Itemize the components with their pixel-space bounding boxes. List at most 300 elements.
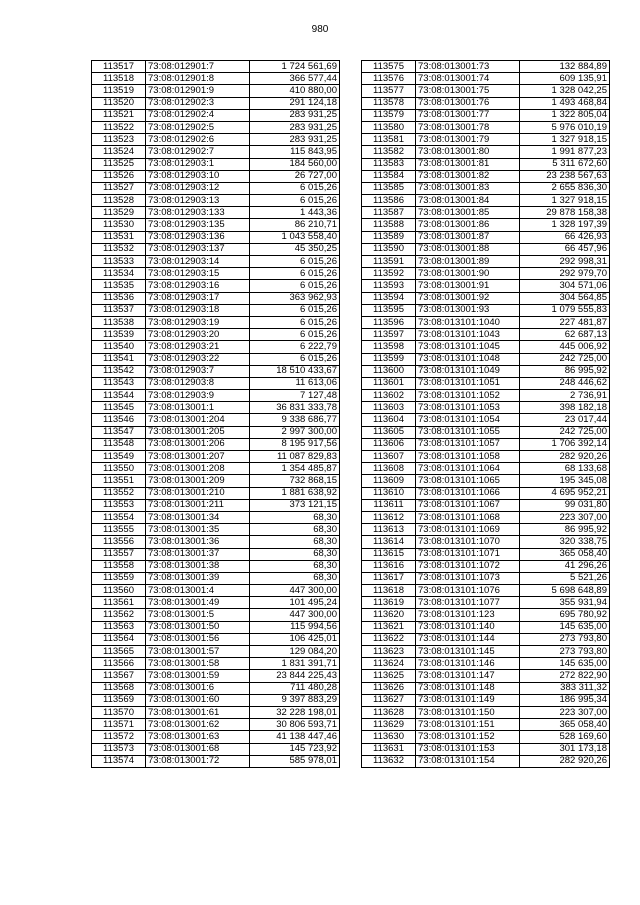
row-number-cell: 113616 <box>362 560 416 572</box>
cadastral-number-cell: 73:08:013101:148 <box>416 682 520 694</box>
row-number-cell: 113549 <box>92 451 146 463</box>
cadastral-number-cell: 73:08:013001:68 <box>146 743 250 755</box>
cadastral-number-cell: 73:08:013101:145 <box>416 646 520 658</box>
row-number-cell: 113631 <box>362 743 416 755</box>
value-cell: 304 571,06 <box>520 280 610 292</box>
row-number-cell: 113536 <box>92 292 146 304</box>
table-row <box>362 390 610 402</box>
value-cell: 363 962,93 <box>250 292 340 304</box>
cadastral-number-cell: 73:08:013101:146 <box>416 658 520 670</box>
cadastral-number-cell: 73:08:013001:59 <box>146 670 250 682</box>
table-row <box>92 682 340 694</box>
table-row <box>362 353 610 365</box>
table-row <box>92 658 340 670</box>
cadastral-number-cell: 73:08:013001:205 <box>146 426 250 438</box>
row-number-cell: 113542 <box>92 365 146 377</box>
value-cell: 68,30 <box>250 511 340 523</box>
cadastral-number-cell: 73:08:013101:1072 <box>416 560 520 572</box>
cadastral-number-cell: 73:08:013101:1049 <box>416 365 520 377</box>
cadastral-number-cell: 73:08:013001:6 <box>146 682 250 694</box>
row-number-cell: 113580 <box>362 121 416 133</box>
row-number-cell: 113568 <box>92 682 146 694</box>
cadastral-number-cell: 73:08:013001:37 <box>146 548 250 560</box>
table-row <box>362 280 610 292</box>
row-number-cell: 113612 <box>362 511 416 523</box>
value-cell: 282 920,26 <box>520 755 610 767</box>
table-row <box>362 609 610 621</box>
value-cell: 383 311,32 <box>520 682 610 694</box>
cadastral-number-cell: 73:08:013001:78 <box>416 121 520 133</box>
value-cell: 2 655 836,30 <box>520 182 610 194</box>
table-row <box>362 292 610 304</box>
row-number-cell: 113556 <box>92 536 146 548</box>
value-cell: 242 725,00 <box>520 426 610 438</box>
cadastral-number-cell: 73:08:013001:57 <box>146 646 250 658</box>
table-row <box>362 170 610 182</box>
cadastral-number-cell: 73:08:013101:1070 <box>416 536 520 548</box>
value-cell: 292 998,31 <box>520 256 610 268</box>
cadastral-number-cell: 73:08:013101:1052 <box>416 390 520 402</box>
table-row <box>362 109 610 121</box>
table-row <box>92 706 340 718</box>
table-row <box>362 329 610 341</box>
table-row <box>92 475 340 487</box>
cadastral-number-cell: 73:08:012903:20 <box>146 329 250 341</box>
cadastral-number-cell: 73:08:012903:10 <box>146 170 250 182</box>
table-row <box>92 560 340 572</box>
table-row <box>92 524 340 536</box>
cadastral-number-cell: 73:08:013101:1051 <box>416 377 520 389</box>
value-cell: 1 831 391,71 <box>250 658 340 670</box>
value-cell: 23 844 225,43 <box>250 670 340 682</box>
row-number-cell: 113589 <box>362 231 416 243</box>
table-row <box>362 633 610 645</box>
row-number-cell: 113555 <box>92 524 146 536</box>
row-number-cell: 113574 <box>92 755 146 767</box>
cadastral-number-cell: 73:08:012903:9 <box>146 390 250 402</box>
table-row <box>92 146 340 158</box>
table-row <box>92 182 340 194</box>
table-row <box>92 134 340 146</box>
cadastral-number-cell: 73:08:013001:1 <box>146 402 250 414</box>
cadastral-number-cell: 73:08:013001:76 <box>416 97 520 109</box>
row-number-cell: 113594 <box>362 292 416 304</box>
table-row <box>92 316 340 328</box>
row-number-cell: 113620 <box>362 609 416 621</box>
value-cell: 6 015,26 <box>250 268 340 280</box>
value-cell: 26 727,00 <box>250 170 340 182</box>
table-row <box>92 548 340 560</box>
row-number-cell: 113601 <box>362 377 416 389</box>
value-cell: 11 087 829,83 <box>250 451 340 463</box>
left-table <box>91 60 340 768</box>
cadastral-number-cell: 73:08:012901:9 <box>146 85 250 97</box>
row-number-cell: 113559 <box>92 572 146 584</box>
cadastral-number-cell: 73:08:013101:150 <box>416 706 520 718</box>
table-row <box>92 463 340 475</box>
value-cell: 1 327 918,15 <box>520 195 610 207</box>
value-cell: 6 015,26 <box>250 353 340 365</box>
value-cell: 242 725,00 <box>520 353 610 365</box>
value-cell: 1 443,36 <box>250 207 340 219</box>
row-number-cell: 113595 <box>362 304 416 316</box>
row-number-cell: 113588 <box>362 219 416 231</box>
table-row <box>92 402 340 414</box>
value-cell: 732 868,15 <box>250 475 340 487</box>
cadastral-number-cell: 73:08:013001:90 <box>416 268 520 280</box>
value-cell: 8 195 917,56 <box>250 438 340 450</box>
row-number-cell: 113607 <box>362 451 416 463</box>
cadastral-number-cell: 73:08:013001:85 <box>416 207 520 219</box>
table-row <box>92 97 340 109</box>
value-cell: 23 238 567,63 <box>520 170 610 182</box>
table-row <box>362 658 610 670</box>
cadastral-number-cell: 73:08:013101:1045 <box>416 341 520 353</box>
value-cell: 9 397 883,29 <box>250 694 340 706</box>
cadastral-number-cell: 73:08:013001:49 <box>146 597 250 609</box>
cadastral-number-cell: 73:08:012901:7 <box>146 61 250 73</box>
row-number-cell: 113551 <box>92 475 146 487</box>
cadastral-number-cell: 73:08:013001:80 <box>416 146 520 158</box>
table-row <box>92 280 340 292</box>
cadastral-number-cell: 73:08:012903:136 <box>146 231 250 243</box>
row-number-cell: 113577 <box>362 85 416 97</box>
row-number-cell: 113618 <box>362 585 416 597</box>
table-row <box>362 85 610 97</box>
value-cell: 115 994,56 <box>250 621 340 633</box>
cadastral-number-cell: 73:08:012903:13 <box>146 195 250 207</box>
table-row <box>362 134 610 146</box>
table-row <box>92 365 340 377</box>
table-row <box>92 170 340 182</box>
value-cell: 445 006,92 <box>520 341 610 353</box>
table-row <box>362 73 610 85</box>
value-cell: 5 698 648,89 <box>520 585 610 597</box>
row-number-cell: 113582 <box>362 146 416 158</box>
value-cell: 585 978,01 <box>250 755 340 767</box>
value-cell: 145 723,92 <box>250 743 340 755</box>
cadastral-number-cell: 73:08:012903:18 <box>146 304 250 316</box>
table-row <box>92 195 340 207</box>
row-number-cell: 113608 <box>362 463 416 475</box>
row-number-cell: 113624 <box>362 658 416 670</box>
cadastral-number-cell: 73:08:013101:1057 <box>416 438 520 450</box>
table-row <box>92 231 340 243</box>
table-row <box>362 97 610 109</box>
cadastral-number-cell: 73:08:012903:16 <box>146 280 250 292</box>
table-row <box>362 146 610 158</box>
table-row <box>362 755 610 767</box>
row-number-cell: 113626 <box>362 682 416 694</box>
table-row <box>362 158 610 170</box>
value-cell: 711 480,28 <box>250 682 340 694</box>
table-row <box>92 219 340 231</box>
value-cell: 68,30 <box>250 524 340 536</box>
cadastral-number-cell: 73:08:013101:1040 <box>416 316 520 328</box>
value-cell: 373 121,15 <box>250 499 340 511</box>
row-number-cell: 113523 <box>92 134 146 146</box>
cadastral-number-cell: 73:08:013001:92 <box>416 292 520 304</box>
row-number-cell: 113575 <box>362 61 416 73</box>
cadastral-number-cell: 73:08:013001:50 <box>146 621 250 633</box>
cadastral-number-cell: 73:08:012903:7 <box>146 365 250 377</box>
value-cell: 30 806 593,71 <box>250 719 340 731</box>
row-number-cell: 113630 <box>362 731 416 743</box>
cadastral-number-cell: 73:08:013001:91 <box>416 280 520 292</box>
cadastral-number-cell: 73:08:013101:1054 <box>416 414 520 426</box>
row-number-cell: 113560 <box>92 585 146 597</box>
value-cell: 9 338 686,77 <box>250 414 340 426</box>
value-cell: 1 328 197,39 <box>520 219 610 231</box>
cadastral-number-cell: 73:08:013001:4 <box>146 585 250 597</box>
row-number-cell: 113521 <box>92 109 146 121</box>
table-row <box>92 499 340 511</box>
value-cell: 6 015,26 <box>250 304 340 316</box>
value-cell: 272 822,90 <box>520 670 610 682</box>
value-cell: 304 564,85 <box>520 292 610 304</box>
cadastral-number-cell: 73:08:013101:1071 <box>416 548 520 560</box>
table-row <box>362 682 610 694</box>
cadastral-number-cell: 73:08:012903:8 <box>146 377 250 389</box>
table-row <box>362 731 610 743</box>
row-number-cell: 113554 <box>92 511 146 523</box>
cadastral-number-cell: 73:08:013101:1067 <box>416 499 520 511</box>
table-row <box>362 597 610 609</box>
value-cell: 68,30 <box>250 548 340 560</box>
cadastral-number-cell: 73:08:013001:62 <box>146 719 250 731</box>
row-number-cell: 113605 <box>362 426 416 438</box>
value-cell: 5 521,26 <box>520 572 610 584</box>
value-cell: 1 043 558,40 <box>250 231 340 243</box>
row-number-cell: 113538 <box>92 316 146 328</box>
cadastral-number-cell: 73:08:013001:56 <box>146 633 250 645</box>
table-row <box>92 207 340 219</box>
value-cell: 609 135,91 <box>520 73 610 85</box>
cadastral-number-cell: 73:08:013101:1073 <box>416 572 520 584</box>
table-row <box>362 61 610 73</box>
value-cell: 227 481,87 <box>520 316 610 328</box>
table-row <box>92 61 340 73</box>
cadastral-number-cell: 73:08:013001:206 <box>146 438 250 450</box>
cadastral-number-cell: 73:08:013101:1065 <box>416 475 520 487</box>
table-row <box>362 438 610 450</box>
table-row <box>92 390 340 402</box>
cadastral-number-cell: 73:08:013001:88 <box>416 243 520 255</box>
cadastral-number-cell: 73:08:013001:79 <box>416 134 520 146</box>
row-number-cell: 113572 <box>92 731 146 743</box>
table-row <box>362 560 610 572</box>
row-number-cell: 113566 <box>92 658 146 670</box>
cadastral-number-cell: 73:08:012903:22 <box>146 353 250 365</box>
value-cell: 223 307,00 <box>520 706 610 718</box>
row-number-cell: 113571 <box>92 719 146 731</box>
cadastral-number-cell: 73:08:012903:137 <box>146 243 250 255</box>
table-row <box>362 121 610 133</box>
value-cell: 145 635,00 <box>520 658 610 670</box>
cadastral-number-cell: 73:08:013001:89 <box>416 256 520 268</box>
row-number-cell: 113547 <box>92 426 146 438</box>
row-number-cell: 113627 <box>362 694 416 706</box>
row-number-cell: 113622 <box>362 633 416 645</box>
table-row <box>92 121 340 133</box>
cadastral-number-cell: 73:08:012902:3 <box>146 97 250 109</box>
table-row <box>362 231 610 243</box>
cadastral-number-cell: 73:08:013101:140 <box>416 621 520 633</box>
table-row <box>362 524 610 536</box>
row-number-cell: 113602 <box>362 390 416 402</box>
value-cell: 1 354 485,87 <box>250 463 340 475</box>
page-number: 980 <box>311 24 329 35</box>
cadastral-number-cell: 73:08:013001:204 <box>146 414 250 426</box>
value-cell: 45 350,25 <box>250 243 340 255</box>
row-number-cell: 113576 <box>362 73 416 85</box>
cadastral-number-cell: 73:08:013101:154 <box>416 755 520 767</box>
row-number-cell: 113562 <box>92 609 146 621</box>
table-row <box>92 292 340 304</box>
table-row <box>362 414 610 426</box>
value-cell: 2 997 300,00 <box>250 426 340 438</box>
cadastral-number-cell: 73:08:013001:63 <box>146 731 250 743</box>
row-number-cell: 113628 <box>362 706 416 718</box>
cadastral-number-cell: 73:08:013101:153 <box>416 743 520 755</box>
value-cell: 365 058,40 <box>520 719 610 731</box>
value-cell: 62 687,13 <box>520 329 610 341</box>
cadastral-number-cell: 73:08:013101:152 <box>416 731 520 743</box>
cadastral-number-cell: 73:08:013101:147 <box>416 670 520 682</box>
table-row <box>92 536 340 548</box>
table-row <box>92 731 340 743</box>
row-number-cell: 113598 <box>362 341 416 353</box>
row-number-cell: 113615 <box>362 548 416 560</box>
table-row <box>92 426 340 438</box>
row-number-cell: 113535 <box>92 280 146 292</box>
table-row <box>92 341 340 353</box>
value-cell: 32 228 198,01 <box>250 706 340 718</box>
cadastral-number-cell: 73:08:013101:144 <box>416 633 520 645</box>
value-cell: 1 881 638,92 <box>250 487 340 499</box>
table-row <box>92 755 340 767</box>
value-cell: 528 169,60 <box>520 731 610 743</box>
value-cell: 101 495,24 <box>250 597 340 609</box>
value-cell: 1 724 561,69 <box>250 61 340 73</box>
left-table-body <box>92 61 340 768</box>
row-number-cell: 113564 <box>92 633 146 645</box>
row-number-cell: 113530 <box>92 219 146 231</box>
row-number-cell: 113519 <box>92 85 146 97</box>
table-row <box>92 451 340 463</box>
table-row <box>362 402 610 414</box>
row-number-cell: 113528 <box>92 195 146 207</box>
cadastral-number-cell: 73:08:013001:35 <box>146 524 250 536</box>
value-cell: 99 031,80 <box>520 499 610 511</box>
table-row <box>92 609 340 621</box>
cadastral-number-cell: 73:08:013001:81 <box>416 158 520 170</box>
value-cell: 129 084,20 <box>250 646 340 658</box>
table-row <box>362 475 610 487</box>
row-number-cell: 113541 <box>92 353 146 365</box>
value-cell: 273 793,80 <box>520 633 610 645</box>
row-number-cell: 113561 <box>92 597 146 609</box>
table-row <box>92 353 340 365</box>
cadastral-number-cell: 73:08:012903:14 <box>146 256 250 268</box>
table-row <box>362 463 610 475</box>
table-row <box>92 256 340 268</box>
value-cell: 292 979,70 <box>520 268 610 280</box>
cadastral-number-cell: 73:08:013101:1064 <box>416 463 520 475</box>
value-cell: 301 173,18 <box>520 743 610 755</box>
row-number-cell: 113592 <box>362 268 416 280</box>
value-cell: 283 931,25 <box>250 109 340 121</box>
table-row <box>362 451 610 463</box>
value-cell: 66 426,93 <box>520 231 610 243</box>
table-row <box>362 719 610 731</box>
table-row <box>362 426 610 438</box>
cadastral-number-cell: 73:08:013001:75 <box>416 85 520 97</box>
value-cell: 355 931,94 <box>520 597 610 609</box>
row-number-cell: 113544 <box>92 390 146 402</box>
table-row <box>362 706 610 718</box>
value-cell: 41 138 447,46 <box>250 731 340 743</box>
cadastral-number-cell: 73:08:012903:17 <box>146 292 250 304</box>
table-row <box>362 646 610 658</box>
cadastral-number-cell: 73:08:013001:5 <box>146 609 250 621</box>
row-number-cell: 113553 <box>92 499 146 511</box>
value-cell: 1 991 877,23 <box>520 146 610 158</box>
row-number-cell: 113552 <box>92 487 146 499</box>
value-cell: 68,30 <box>250 560 340 572</box>
row-number-cell: 113579 <box>362 109 416 121</box>
table-row <box>92 304 340 316</box>
value-cell: 132 884,89 <box>520 61 610 73</box>
value-cell: 86 995,92 <box>520 524 610 536</box>
cadastral-number-cell: 73:08:012902:5 <box>146 121 250 133</box>
cadastral-number-cell: 73:08:012903:1 <box>146 158 250 170</box>
row-number-cell: 113548 <box>92 438 146 450</box>
row-number-cell: 113565 <box>92 646 146 658</box>
table-row <box>92 585 340 597</box>
row-number-cell: 113585 <box>362 182 416 194</box>
cadastral-number-cell: 73:08:013101:151 <box>416 719 520 731</box>
right-table <box>361 60 610 768</box>
value-cell: 115 843,95 <box>250 146 340 158</box>
row-number-cell: 113526 <box>92 170 146 182</box>
row-number-cell: 113609 <box>362 475 416 487</box>
value-cell: 283 931,25 <box>250 121 340 133</box>
value-cell: 18 510 433,67 <box>250 365 340 377</box>
cadastral-number-cell: 73:08:012901:8 <box>146 73 250 85</box>
row-number-cell: 113606 <box>362 438 416 450</box>
row-number-cell: 113520 <box>92 97 146 109</box>
value-cell: 695 780,92 <box>520 609 610 621</box>
cadastral-number-cell: 73:08:013101:1068 <box>416 511 520 523</box>
table-row <box>362 621 610 633</box>
row-number-cell: 113625 <box>362 670 416 682</box>
row-number-cell: 113563 <box>92 621 146 633</box>
value-cell: 4 695 952,21 <box>520 487 610 499</box>
row-number-cell: 113534 <box>92 268 146 280</box>
cadastral-number-cell: 73:08:013101:1043 <box>416 329 520 341</box>
cadastral-number-cell: 73:08:013101:1048 <box>416 353 520 365</box>
value-cell: 1 322 805,04 <box>520 109 610 121</box>
row-number-cell: 113597 <box>362 329 416 341</box>
table-row <box>92 572 340 584</box>
table-row <box>362 365 610 377</box>
row-number-cell: 113617 <box>362 572 416 584</box>
value-cell: 1 493 468,84 <box>520 97 610 109</box>
row-number-cell: 113539 <box>92 329 146 341</box>
cadastral-number-cell: 73:08:013101:1077 <box>416 597 520 609</box>
cadastral-number-cell: 73:08:013001:211 <box>146 499 250 511</box>
